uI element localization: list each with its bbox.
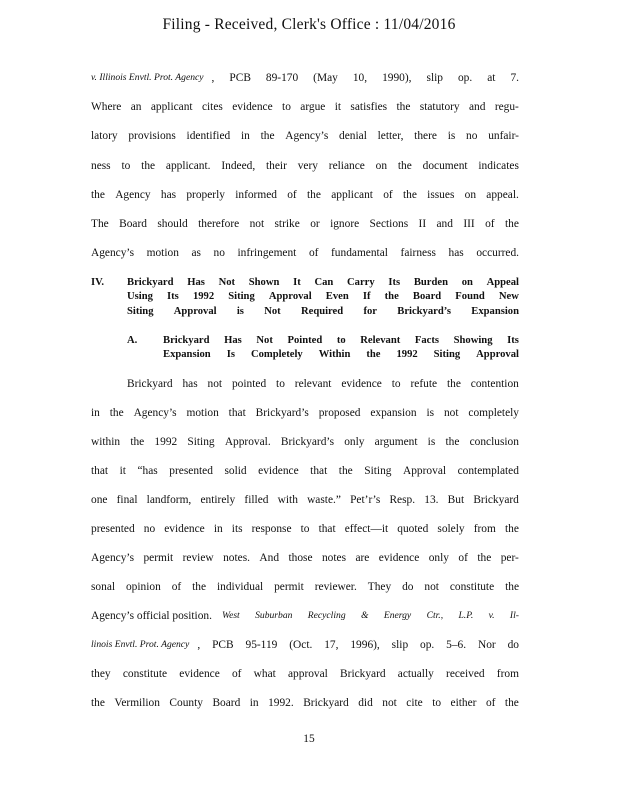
word: the xyxy=(130,436,145,448)
word: The xyxy=(91,218,109,230)
word: to xyxy=(300,523,310,535)
word: did xyxy=(358,697,373,709)
word: document xyxy=(422,160,468,172)
word: Siting xyxy=(364,465,392,477)
word: Facts xyxy=(414,335,440,346)
word: permit xyxy=(143,552,174,564)
word: and xyxy=(469,101,486,113)
word: Agency’s xyxy=(133,407,177,419)
word: Carry xyxy=(347,277,375,288)
subsection-heading-line xyxy=(163,349,519,360)
word: Found xyxy=(455,291,485,302)
word: solely xyxy=(437,523,465,535)
word: the xyxy=(366,349,381,360)
word: of xyxy=(287,189,297,201)
word: or xyxy=(310,218,320,230)
word: is xyxy=(427,436,436,448)
word: It xyxy=(293,277,301,288)
word: satisfies xyxy=(350,101,388,113)
word: to xyxy=(432,697,442,709)
word: unfair- xyxy=(488,130,519,142)
word: evidence xyxy=(179,668,220,680)
body-line xyxy=(91,72,519,84)
word: Approval xyxy=(173,306,217,317)
word: Agency’s xyxy=(91,552,135,564)
word: Its xyxy=(388,277,401,288)
body-text: Agency’s official position. xyxy=(91,610,212,622)
word: completely xyxy=(468,407,519,419)
word: of xyxy=(231,668,242,680)
word: constitute xyxy=(122,668,168,680)
word: letter, xyxy=(377,130,404,142)
word: that xyxy=(228,407,246,419)
word: as xyxy=(191,247,201,259)
word: either xyxy=(450,697,477,709)
word: denial xyxy=(339,130,367,142)
word: latory xyxy=(91,130,118,142)
word: not xyxy=(207,378,223,390)
word: 1992 xyxy=(396,349,418,360)
word: Brickyard xyxy=(340,668,386,680)
word: for xyxy=(363,306,377,317)
word: is xyxy=(447,130,456,142)
word: no xyxy=(213,247,225,259)
case-citation: linois Envtl. Prot. Agency xyxy=(91,639,190,650)
case-citation: West Suburban Recycling & Energy Ctr., L.P. v. Il- xyxy=(221,610,519,621)
body-line xyxy=(91,101,519,113)
word: filled xyxy=(244,494,269,506)
word: within xyxy=(91,436,121,448)
word: on xyxy=(464,189,477,201)
word: regu- xyxy=(494,101,519,113)
word: But xyxy=(447,494,465,506)
word: the xyxy=(91,189,105,201)
filing-header: Filing - Received, Clerk's Office : 11/04/2016 xyxy=(162,16,456,33)
word: applicant xyxy=(331,189,373,201)
word: the xyxy=(504,697,519,709)
body-line xyxy=(91,668,519,680)
word: Sections xyxy=(369,218,409,230)
word: Showing xyxy=(453,335,493,346)
word: Is xyxy=(226,349,235,360)
subsection-letter: A. xyxy=(127,335,138,346)
word: applicant xyxy=(150,101,193,113)
word: motion xyxy=(146,247,179,259)
word: argument xyxy=(374,436,418,448)
word: in xyxy=(240,130,250,142)
word: Brickyard’s xyxy=(397,306,451,317)
word: Brickyard’s xyxy=(280,436,335,448)
word: the xyxy=(402,189,417,201)
word: their xyxy=(266,160,287,172)
word: Not xyxy=(264,306,281,317)
word: Where xyxy=(91,101,122,113)
word: in xyxy=(91,407,100,419)
word: is xyxy=(236,306,244,317)
body-line xyxy=(91,465,519,477)
word: constitute xyxy=(449,581,495,593)
body-line xyxy=(91,697,519,709)
word: of xyxy=(171,581,182,593)
word: conclusion xyxy=(469,436,519,448)
word: effect—it xyxy=(344,523,389,535)
word: that xyxy=(91,465,109,477)
word: received xyxy=(446,668,485,680)
body-line xyxy=(91,610,519,622)
word: only xyxy=(344,436,365,448)
word: one xyxy=(91,494,108,506)
word: opinion xyxy=(125,581,161,593)
word: actually xyxy=(397,668,434,680)
body-line xyxy=(91,160,519,172)
word: those xyxy=(288,552,313,564)
word: issues xyxy=(427,189,455,201)
word: permit xyxy=(274,581,304,593)
word: Even xyxy=(325,291,349,302)
word: fairness xyxy=(400,247,436,259)
word: statutory xyxy=(419,101,460,113)
word: notes xyxy=(321,552,347,564)
word: informed xyxy=(235,189,277,201)
word: are xyxy=(355,552,370,564)
word: applicant. xyxy=(165,160,211,172)
word: They xyxy=(367,581,392,593)
word: from xyxy=(473,523,496,535)
word: ignore xyxy=(330,218,360,230)
word: that xyxy=(310,465,328,477)
word: to xyxy=(121,160,131,172)
word: is xyxy=(426,407,435,419)
word: has xyxy=(182,378,198,390)
section-heading-line xyxy=(127,306,519,317)
word: II xyxy=(418,218,427,230)
word: Indeed, xyxy=(221,160,256,172)
word: in xyxy=(249,697,259,709)
word: 1992. xyxy=(268,697,294,709)
word: to xyxy=(282,101,291,113)
word: Agency’s xyxy=(91,247,135,259)
word: presented xyxy=(169,465,213,477)
word: reliance xyxy=(328,160,365,172)
word: waste.” xyxy=(307,494,341,506)
word: Completely xyxy=(250,349,303,360)
word: Brickyard xyxy=(127,378,173,390)
word: infringement xyxy=(237,247,297,259)
word: per- xyxy=(500,552,519,564)
word: has xyxy=(160,189,177,201)
case-citation: v. Illinois Envtl. Prot. Agency xyxy=(91,72,204,83)
word: that xyxy=(318,523,336,535)
word: the xyxy=(397,160,412,172)
word: Board xyxy=(119,218,147,230)
word: identified xyxy=(186,130,231,142)
word: the xyxy=(477,552,492,564)
word: And xyxy=(259,552,280,564)
word: review xyxy=(182,552,214,564)
word: it xyxy=(334,101,342,113)
word: fundamental xyxy=(331,247,388,259)
word: in xyxy=(213,523,223,535)
word: the xyxy=(396,101,411,113)
word: Its xyxy=(507,335,519,346)
word: the xyxy=(260,130,275,142)
word: to xyxy=(336,335,346,346)
word: it xyxy=(119,465,126,477)
word: of xyxy=(485,218,495,230)
word: the xyxy=(338,465,353,477)
word: the xyxy=(91,697,105,709)
word: cite xyxy=(406,697,423,709)
word: of xyxy=(485,697,496,709)
word: Not xyxy=(218,277,236,288)
word: Pet’r’s xyxy=(350,494,381,506)
word: quoted xyxy=(397,523,429,535)
word: III xyxy=(463,218,475,230)
body-line xyxy=(91,494,519,506)
body-line xyxy=(91,218,519,230)
word: Has xyxy=(187,277,205,288)
word: Resp. xyxy=(389,494,416,506)
word: its xyxy=(231,523,243,535)
word: the xyxy=(307,189,321,201)
word: Brickyard xyxy=(163,335,210,346)
word: on xyxy=(461,277,473,288)
word: Can xyxy=(314,277,334,288)
word: evidence xyxy=(378,552,420,564)
word: Agency’s xyxy=(285,130,329,142)
word: on xyxy=(375,160,388,172)
word: provisions xyxy=(128,130,176,142)
word: landform, xyxy=(146,494,192,506)
word: not xyxy=(382,697,397,709)
word: Brickyard’s xyxy=(255,407,309,419)
word: do xyxy=(402,581,414,593)
subsection-heading-line xyxy=(163,335,519,346)
body-line xyxy=(91,581,519,593)
body-line xyxy=(91,552,519,564)
word: occurred. xyxy=(476,247,519,259)
word: only xyxy=(428,552,449,564)
word: ness xyxy=(91,160,111,172)
word: no xyxy=(466,130,478,142)
word: Brickyard xyxy=(127,277,174,288)
word: Burden xyxy=(413,277,448,288)
word: Brickyard xyxy=(303,697,349,709)
word: Approval xyxy=(268,291,312,302)
word: solid xyxy=(224,465,247,477)
word: properly xyxy=(186,189,225,201)
word: evidence xyxy=(258,465,299,477)
word: proposed xyxy=(318,407,361,419)
word: and xyxy=(436,218,453,230)
section-heading-line xyxy=(127,277,519,288)
word: response xyxy=(251,523,292,535)
word: entirely xyxy=(200,494,236,506)
word: Expansion xyxy=(471,306,519,317)
body-line xyxy=(91,407,519,419)
word: the xyxy=(109,407,124,419)
word: pointed xyxy=(231,378,267,390)
word: expansion xyxy=(370,407,417,419)
citation-detail: , PCB 89-170 (May 10, 1990), slip op. at 7. xyxy=(211,72,519,84)
word: Using xyxy=(127,291,153,302)
word: Its xyxy=(167,291,179,302)
body-line xyxy=(91,130,519,142)
word: notes. xyxy=(223,552,250,564)
word: approval xyxy=(288,668,328,680)
word: Appeal xyxy=(486,277,519,288)
word: individual xyxy=(216,581,264,593)
body-line xyxy=(91,247,519,259)
body-line xyxy=(91,523,519,535)
body-line xyxy=(91,189,519,201)
word: not xyxy=(443,407,459,419)
word: motion xyxy=(186,407,219,419)
word: contemplated xyxy=(457,465,519,477)
word: to xyxy=(391,378,401,390)
word: not xyxy=(249,218,265,230)
word: the xyxy=(384,291,399,302)
word: should xyxy=(157,218,188,230)
word: Shown xyxy=(248,277,280,288)
word: what xyxy=(253,668,276,680)
word: contention xyxy=(470,378,519,390)
word: reviewer. xyxy=(314,581,357,593)
word: the xyxy=(445,436,460,448)
word: evidence xyxy=(341,378,382,390)
word: 13. xyxy=(424,494,439,506)
word: argue xyxy=(300,101,326,113)
word: Board xyxy=(212,697,241,709)
word: presented xyxy=(91,523,135,535)
word: Approval xyxy=(403,465,447,477)
word: they xyxy=(91,668,111,680)
body-line xyxy=(91,639,519,651)
word: Siting xyxy=(433,349,461,360)
word: of xyxy=(383,189,393,201)
word: strike xyxy=(274,218,300,230)
word: Siting xyxy=(187,436,215,448)
word: County xyxy=(169,697,203,709)
word: the xyxy=(446,378,461,390)
word: cites xyxy=(201,101,223,113)
word: Siting xyxy=(127,306,154,317)
word: therefore xyxy=(198,218,240,230)
word: Pointed xyxy=(287,335,323,346)
word: Expansion xyxy=(163,349,211,360)
word: Agency xyxy=(115,189,151,201)
word: sonal xyxy=(91,581,116,593)
section-number: IV. xyxy=(91,277,105,288)
citation-detail: , PCB 95-119 (Oct. 17, 1996), slip op. 5–6. Nor do xyxy=(197,639,519,651)
word: Within xyxy=(318,349,351,360)
word: evidence xyxy=(232,101,273,113)
word: with xyxy=(277,494,298,506)
word: Not xyxy=(256,335,273,346)
word: an xyxy=(130,101,142,113)
section-heading-line xyxy=(127,291,519,302)
word: Siting xyxy=(228,291,255,302)
word: from xyxy=(496,668,519,680)
word: to xyxy=(276,378,285,390)
word: Vermilion xyxy=(114,697,160,709)
word: very xyxy=(297,160,318,172)
word: 1992 xyxy=(154,436,178,448)
word: evidence xyxy=(164,523,205,535)
word: of xyxy=(308,247,319,259)
word: no xyxy=(143,523,156,535)
word: final xyxy=(116,494,138,506)
word: the xyxy=(505,581,519,593)
word: the xyxy=(504,218,519,230)
word: there xyxy=(414,130,437,142)
page-number: 15 xyxy=(303,733,315,745)
word: Has xyxy=(224,335,242,346)
word: Required xyxy=(300,306,344,317)
word: relevant xyxy=(294,378,332,390)
word: Brickyard xyxy=(473,494,519,506)
word: Relevant xyxy=(360,335,401,346)
word: appeal. xyxy=(486,189,519,201)
word: Approval. xyxy=(224,436,271,448)
body-line xyxy=(127,378,519,390)
body-line xyxy=(91,436,519,448)
word: Board xyxy=(412,291,442,302)
word: has xyxy=(448,247,464,259)
word: the xyxy=(504,523,519,535)
word: the xyxy=(192,581,207,593)
word: Approval xyxy=(476,349,519,360)
word: If xyxy=(362,291,371,302)
word: “has xyxy=(137,465,158,477)
word: not xyxy=(424,581,439,593)
word: 1992 xyxy=(192,291,215,302)
word: the xyxy=(141,160,156,172)
word: New xyxy=(498,291,519,302)
word: indicates xyxy=(478,160,519,172)
word: refute xyxy=(410,378,438,390)
word: of xyxy=(458,552,468,564)
